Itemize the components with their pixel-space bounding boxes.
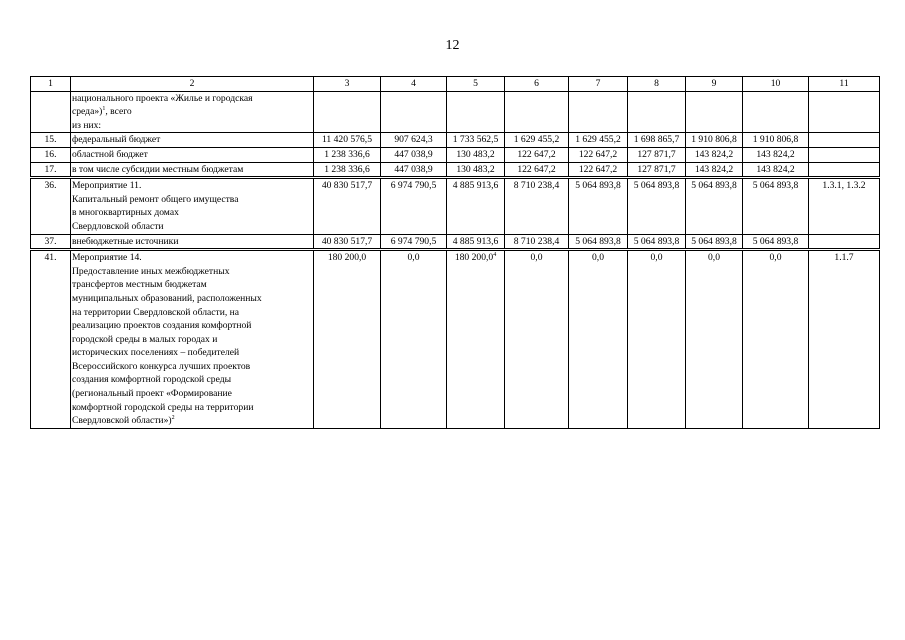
value-cell: 0,0 (628, 250, 686, 429)
description-text: , всего (105, 106, 132, 118)
value-cell: 143 824,2 (743, 162, 809, 178)
description-line: муниципальных образований, расположенных (72, 292, 262, 304)
code-cell: 1.3.1, 1.3.2 (809, 178, 880, 234)
value-cell: 5 064 893,8 (743, 234, 809, 250)
table-cell (381, 91, 447, 133)
column-header: 6 (505, 77, 569, 92)
description-line: реализацию проектов создания комфортной (72, 320, 252, 332)
value-cell: 907 624,3 (381, 133, 447, 148)
table-row (31, 250, 880, 429)
table-cell (569, 91, 628, 133)
table-cell (505, 91, 569, 133)
value-cell: 1 629 455,2 (569, 133, 628, 148)
value-text: 180 200,0 (454, 252, 494, 264)
value-cell: 127 871,7 (628, 147, 686, 162)
description-line: Предоставление иных межбюджетных (72, 265, 230, 277)
column-header: 1 (31, 77, 71, 92)
description-line: городской среды в малых городах и (72, 333, 218, 345)
row-description: федеральный бюджет (71, 133, 314, 148)
value-cell: 143 824,2 (686, 162, 743, 178)
description-line: Мероприятие 14. (72, 252, 142, 264)
column-header: 3 (314, 77, 381, 92)
value-cell: 11 420 576,5 (314, 133, 381, 148)
value-cell: 5 064 893,8 (686, 234, 743, 250)
value-cell: 180 200,0 (314, 250, 381, 429)
column-header: 10 (743, 77, 809, 92)
value-cell: 122 647,2 (505, 162, 569, 178)
value-cell: 0,0 (686, 250, 743, 429)
description-text: Свердловской области») (72, 415, 172, 427)
description-line: национального проекта «Жилье и городская (72, 92, 253, 104)
value-cell: 130 483,2 (447, 162, 505, 178)
row-number: 36. (31, 178, 71, 234)
description-line: в многоквартирных домах (72, 207, 179, 219)
value-cell: 1 238 336,6 (314, 162, 381, 178)
value-cell: 1 698 865,7 (628, 133, 686, 148)
value-cell: 5 064 893,8 (628, 234, 686, 250)
value-cell: 130 483,2 (447, 147, 505, 162)
description-line: комфортной городской среды на территории (72, 401, 254, 413)
value-cell: 40 830 517,7 (314, 178, 381, 234)
description-line: Свердловской области (72, 220, 164, 232)
value-cell: 143 824,2 (686, 147, 743, 162)
description-line (72, 414, 312, 428)
table-row (31, 147, 880, 162)
value-cell: 1 910 806,8 (743, 133, 809, 148)
value-cell: 0,0 (743, 250, 809, 429)
table-row (31, 234, 880, 250)
description-line: Всероссийского конкурса лучших проектов (72, 360, 251, 372)
row-description: в том числе субсидии местным бюджетам (71, 162, 314, 178)
table-cell (686, 91, 743, 133)
description-line: из них: (72, 119, 102, 131)
column-header: 5 (447, 77, 505, 92)
row-description (71, 91, 314, 133)
table-cell (809, 91, 880, 133)
value-cell: 0,0 (505, 250, 569, 429)
code-cell (809, 133, 880, 148)
value-cell: 8 710 238,4 (505, 234, 569, 250)
value-cell: 1 238 336,6 (314, 147, 381, 162)
row-number: 16. (31, 147, 71, 162)
value-cell: 40 830 517,7 (314, 234, 381, 250)
budget-table (30, 76, 880, 429)
footnote-mark: 1 (102, 106, 106, 112)
value-cell: 8 710 238,4 (505, 178, 569, 234)
value-cell: 4 885 913,6 (447, 178, 505, 234)
table-cell (628, 91, 686, 133)
value-cell: 143 824,2 (743, 147, 809, 162)
code-cell (809, 162, 880, 178)
value-cell (447, 250, 505, 429)
value-cell: 447 038,9 (381, 162, 447, 178)
code-cell (809, 234, 880, 250)
code-cell: 1.1.7 (809, 250, 880, 429)
row-number: 17. (31, 162, 71, 178)
row-number: 37. (31, 234, 71, 250)
description-line: на территории Свердловской области, на (72, 306, 240, 318)
value-cell: 0,0 (569, 250, 628, 429)
table-row (31, 133, 880, 148)
description-line: Мероприятие 11. (72, 180, 142, 192)
table-cell (314, 91, 381, 133)
column-header: 9 (686, 77, 743, 92)
code-cell (809, 147, 880, 162)
table-row (31, 178, 880, 234)
table-cell (743, 91, 809, 133)
table-header-row (31, 77, 880, 92)
value-cell: 5 064 893,8 (569, 234, 628, 250)
row-description: внебюджетные источники (71, 234, 314, 250)
column-header: 8 (628, 77, 686, 92)
description-line (72, 105, 312, 119)
value-cell: 6 974 790,5 (381, 178, 447, 234)
row-description (71, 178, 314, 234)
value-cell: 122 647,2 (569, 162, 628, 178)
value-cell: 122 647,2 (569, 147, 628, 162)
footnote-mark: 4 (493, 251, 497, 258)
description-text: среда») (72, 106, 103, 118)
column-header: 4 (381, 77, 447, 92)
footnote-mark: 2 (171, 415, 175, 422)
page-number: 12 (445, 38, 460, 53)
row-number: 15. (31, 133, 71, 148)
row-description: областной бюджет (71, 147, 314, 162)
column-header: 7 (569, 77, 628, 92)
value-cell: 1 629 455,2 (505, 133, 569, 148)
value-cell: 0,0 (381, 250, 447, 429)
value-cell: 127 871,7 (628, 162, 686, 178)
column-header: 2 (71, 77, 314, 92)
value-cell: 6 974 790,5 (381, 234, 447, 250)
value-cell: 447 038,9 (381, 147, 447, 162)
value-cell: 5 064 893,8 (743, 178, 809, 234)
table-row (31, 91, 880, 133)
row-description (71, 250, 314, 429)
row-number (31, 91, 71, 133)
description-line: исторических поселениях – победителей (72, 347, 240, 359)
table-row (31, 162, 880, 178)
row-number: 41. (31, 250, 71, 429)
value-cell: 5 064 893,8 (628, 178, 686, 234)
description-line: (региональный проект «Формирование (72, 388, 232, 400)
value-cell: 5 064 893,8 (686, 178, 743, 234)
column-header: 11 (809, 77, 880, 92)
description-line: Капитальный ремонт общего имущества (72, 193, 239, 205)
value-cell: 5 064 893,8 (569, 178, 628, 234)
description-line: трансфертов местным бюджетам (72, 279, 207, 291)
value-cell: 1 733 562,5 (447, 133, 505, 148)
value-cell: 4 885 913,6 (447, 234, 505, 250)
table-cell (447, 91, 505, 133)
description-line: создания комфортной городской среды (72, 374, 232, 386)
value-cell: 1 910 806,8 (686, 133, 743, 148)
value-cell: 122 647,2 (505, 147, 569, 162)
